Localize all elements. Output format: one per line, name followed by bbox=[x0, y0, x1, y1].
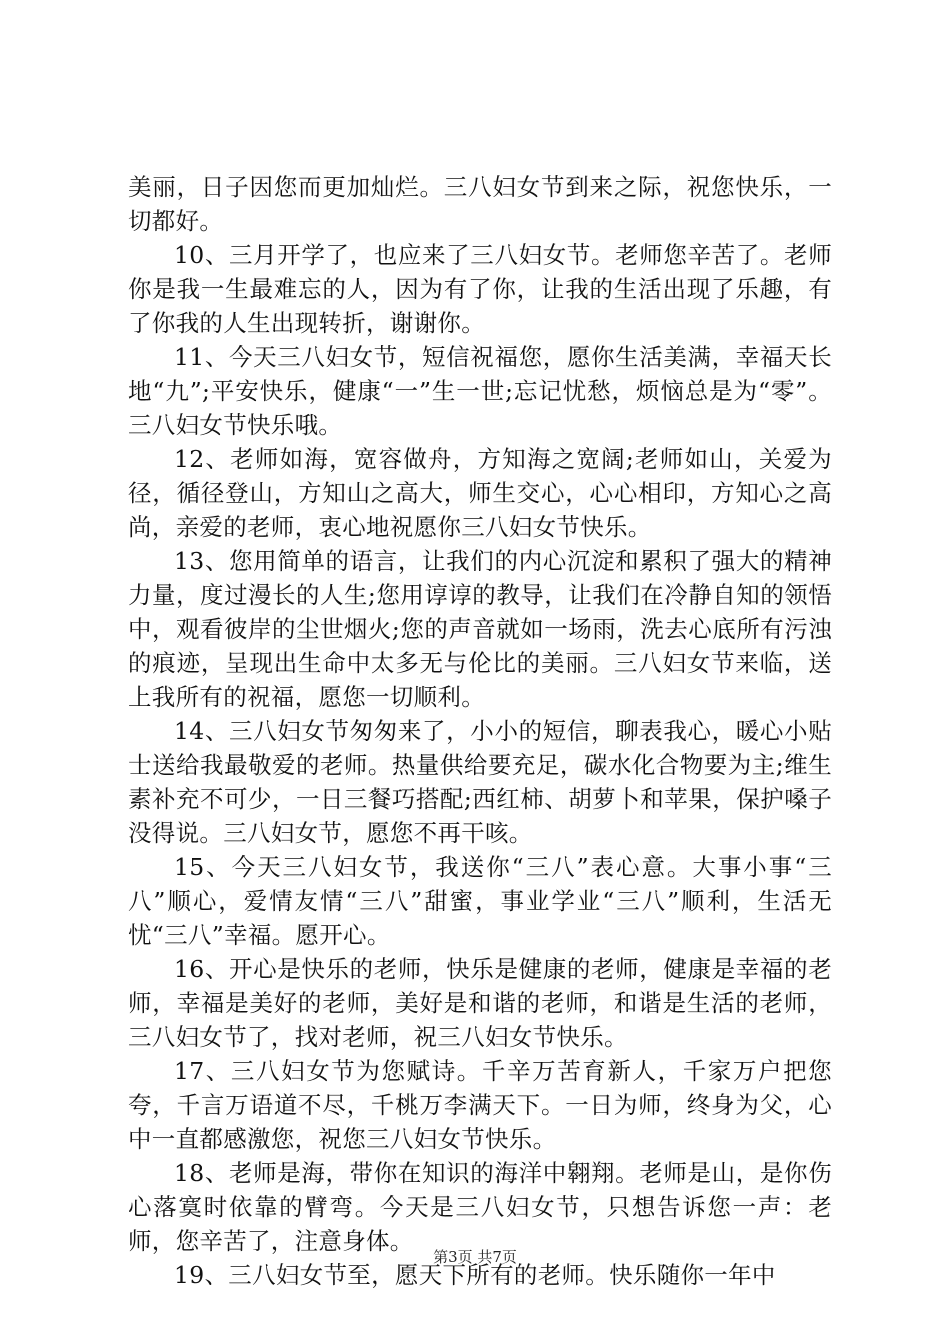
paragraph: 19、三八妇女节至，愿天下所有的老师。快乐随你一年中 bbox=[174, 1261, 776, 1289]
paragraph: 13、您用简单的语言，让我们的内心沉淀和累积了强大的精神力量，度过漫长的人生;您用谆谆的教导，让我们在冷静自知的领悟中，观看彼岸的尘世烟火;您的声音就如一场雨，洗去心底所有污浊的痕迹，呈现出生命中太多无与伦比的美丽。三八妇女节来临，送上我所有的祝福，愿您一切顺利。 bbox=[128, 547, 832, 711]
paragraph: 12、老师如海，宽容做舟，方知海之宽阔;老师如山，关爱为径，循径登山，方知山之高大，师生交心，心心相印，方知心之高尚，亲爱的老师，衷心地祝愿你三八妇女节快乐。 bbox=[128, 445, 832, 541]
paragraph: 16、开心是快乐的老师，快乐是健康的老师，健康是幸福的老师，幸福是美好的老师，美好是和谐的老师，和谐是生活的老师，三八妇女节了，找对老师，祝三八妇女节快乐。 bbox=[128, 955, 832, 1051]
paragraph: 15、今天三八妇女节，我送你“三八”表心意。大事小事“三八”顺心，爱情友情“三八”甜蜜，事业学业“三八”顺利，生活无忧“三八”幸福。愿开心。 bbox=[128, 853, 832, 949]
paragraph: 14、三八妇女节匆匆来了，小小的短信，聊表我心，暖心小贴士送给我最敬爱的老师。热量供给要充足，碳水化合物要为主;维生素补充不可少，一日三餐巧搭配;西红柿、胡萝卜和苹果，保护嗓子没得说。三八妇女节，愿您不再干咳。 bbox=[128, 717, 832, 847]
page-footer: 第3页 共7页 bbox=[433, 1248, 517, 1266]
paragraph: 11、今天三八妇女节，短信祝福您，愿你生活美满，幸福天长地“九”;平安快乐，健康“一”生一世;忘记忧愁，烦恼总是为“零”。三八妇女节快乐哦。 bbox=[128, 343, 832, 439]
paragraph: 美丽，日子因您而更加灿烂。三八妇女节到来之际，祝您快乐，一切都好。 bbox=[128, 173, 832, 235]
document-body bbox=[128, 170, 832, 1292]
paragraph: 10、三月开学了，也应来了三八妇女节。老师您辛苦了。老师你是我一生最难忘的人，因为有了你，让我的生活出现了乐趣，有了你我的人生出现转折，谢谢你。 bbox=[128, 241, 832, 337]
paragraph: 18、老师是海，带你在知识的海洋中翱翔。老师是山，是你伤心落寞时依靠的臂弯。今天是三八妇女节，只想告诉您一声：老师，您辛苦了，注意身体。 bbox=[128, 1159, 832, 1255]
paragraph: 17、三八妇女节为您赋诗。千辛万苦育新人，千家万户把您夸，千言万语道不尽，千桃万李满天下。一日为师，终身为父，心中一直都感激您，祝您三八妇女节快乐。 bbox=[128, 1057, 832, 1153]
